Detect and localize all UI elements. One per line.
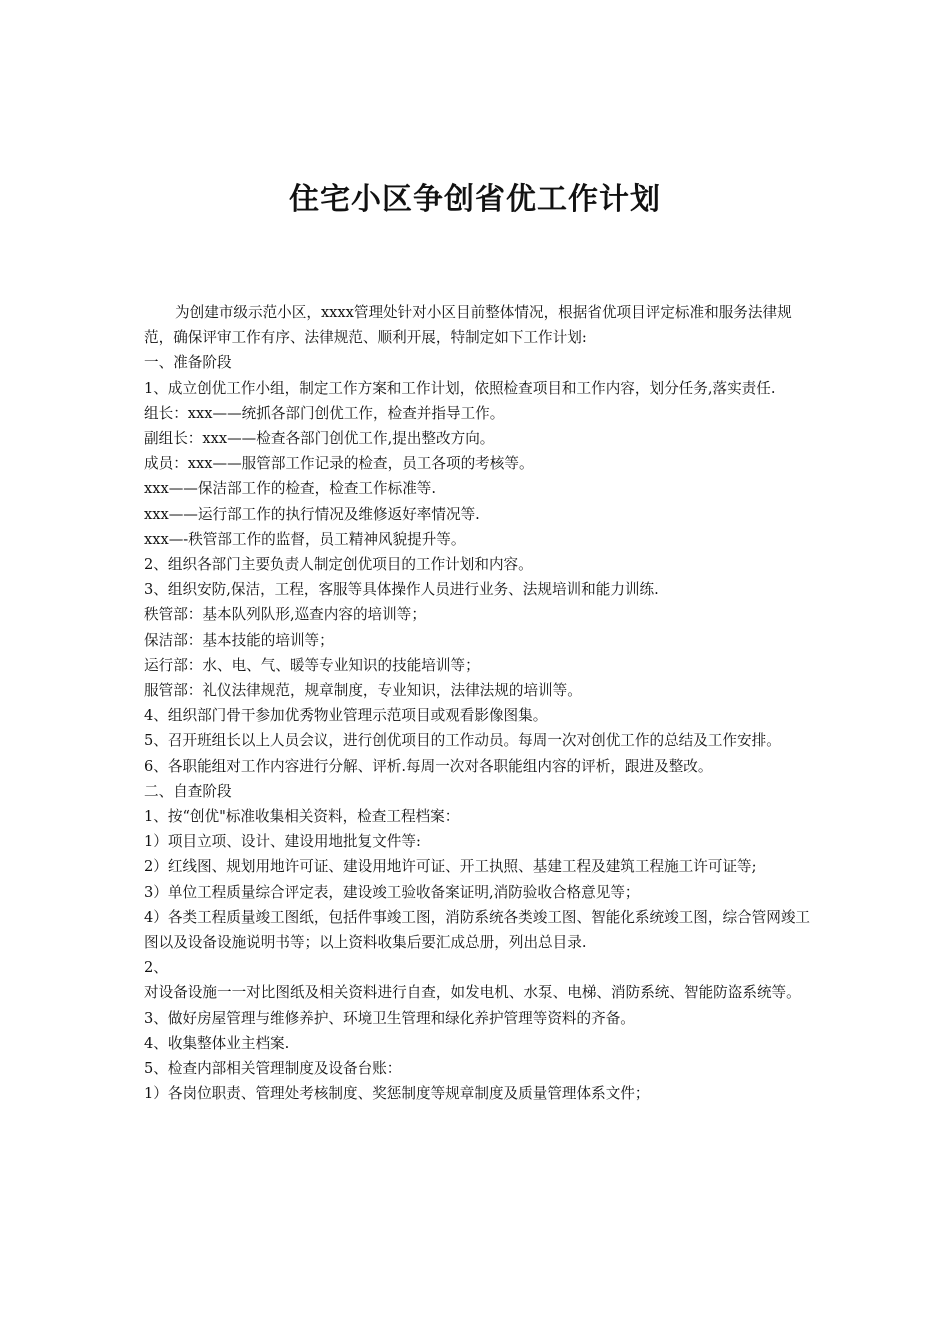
- paragraph: 1、按“创优"标准收集相关资料，检查工程档案：: [144, 808, 460, 826]
- paragraph: 5、召开班组长以上人员会议，进行创优项目的工作动员。每周一次对创优工作的总结及工作安排。: [144, 732, 781, 750]
- paragraph: 4、收集整体业主档案.: [144, 1034, 290, 1052]
- paragraph: 对设备设施一一对比图纸及相关资料进行自查，如发电机、水泵、电梯、消防系统、智能防盗系统等。: [144, 984, 801, 1002]
- paragraph: 4、组织部门骨干参加优秀物业管理示范项目或观看影像图集。: [144, 707, 548, 725]
- paragraph: 服管部：礼仪法律规范，规章制度，专业知识，法律法规的培训等。: [144, 682, 582, 700]
- paragraph: 1）项目立项、设计、建设用地批复文件等:: [144, 833, 421, 851]
- paragraph: xxx——保洁部工作的检查，检查工作标准等.: [144, 480, 437, 498]
- document-title: 住宅小区争创省优工作计划: [289, 182, 661, 217]
- paragraph: 3、做好房屋管理与维修养护、环境卫生管理和绿化养护管理等资料的齐备。: [144, 1009, 635, 1027]
- paragraph: 4）各类工程质量竣工图纸，包括件事竣工图，消防系统各类竣工图、智能化系统竣工图，综合管网竣工图以及设备设施说明书等；以上资料收集后要汇成总册，列出总目录.: [144, 908, 811, 952]
- paragraph: 成员：xxx——服管部工作记录的检查，员工各项的考核等。: [144, 455, 534, 473]
- section-heading: 一、准备阶段: [144, 354, 232, 372]
- paragraph: 秩管部：基本队列队形,巡查内容的培训等；: [144, 606, 426, 624]
- paragraph: 3）单位工程质量综合评定表，建设竣工验收备案证明,消防验收合格意见等；: [144, 883, 640, 901]
- paragraph: xxx——运行部工作的执行情况及维修返好率情况等.: [144, 505, 480, 523]
- paragraph: 副组长：xxx——检查各部门创优工作,提出整改方向。: [144, 430, 495, 448]
- paragraph: 6、各职能组对工作内容进行分解、评析.每周一次对各职能组内容的评析，跟进及整改。: [144, 757, 713, 775]
- paragraph: 2、组织各部门主要负责人制定创优项目的工作计划和内容。: [144, 556, 533, 574]
- paragraph: 2）红线图、规划用地许可证、建设用地许可证、开工执照、基建工程及建筑工程施工许可证等;: [144, 858, 757, 876]
- paragraph: 3、组织安防,保洁，工程，客服等具体操作人员进行业务、法规培训和能力训练.: [144, 581, 659, 599]
- paragraph: 5、检查内部相关管理制度及设备台账：: [144, 1060, 402, 1078]
- paragraph: 2、: [144, 959, 168, 977]
- paragraph: 1、成立创优工作小组，制定工作方案和工作计划，依照检查项目和工作内容，划分任务,落实责任.: [144, 379, 776, 397]
- section-heading: 二、自查阶段: [144, 782, 232, 800]
- paragraph: 组长：xxx——统抓各部门创优工作，检查并指导工作。: [144, 404, 505, 422]
- paragraph: 运行部：水、电、气、暖等专业知识的技能培训等；: [144, 656, 480, 674]
- paragraph: xxx—-秩管部工作的监督，员工精神风貌提升等。: [144, 530, 466, 548]
- paragraph: 保洁部：基本技能的培训等；: [144, 631, 334, 649]
- document-body: [144, 300, 812, 1107]
- intro-paragraph: 为创建市级示范小区，xxxx管理处针对小区目前整体情况，根据省优项目评定标准和服务法律规范，确保评审工作有序、法律规范、顺利开展，特制定如下工作计划:: [144, 304, 792, 347]
- paragraph: 1）各岗位职责、管理处考核制度、奖惩制度等规章制度及质量管理体系文件；: [144, 1085, 650, 1103]
